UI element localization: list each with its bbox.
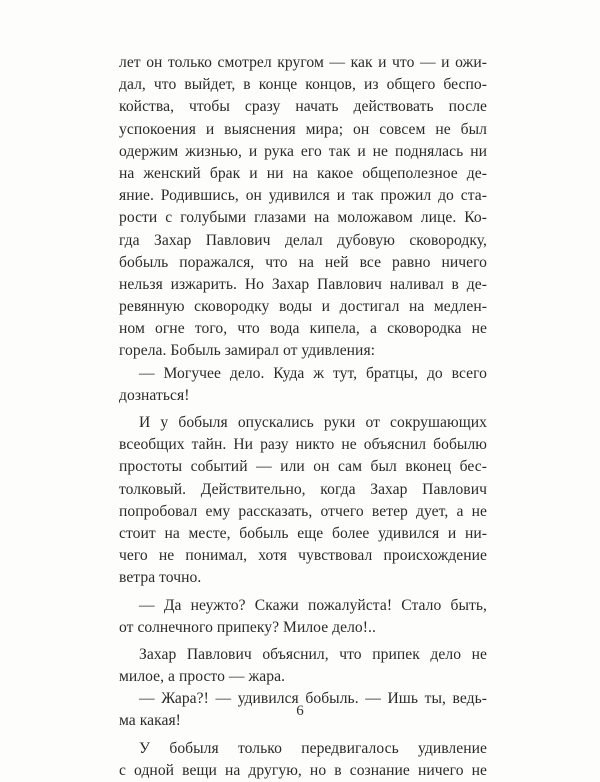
- paragraph: [119, 52, 487, 363]
- text-line: койства, чтобы сразу начать действовать после: [119, 98, 487, 116]
- text-line: лет он только смотрел кругом — как и что — и ожи-: [119, 54, 487, 71]
- text-line: простоты событий — или он сам был вконец бес-: [119, 458, 487, 476]
- text-line: от солнечного припеку? Милое дело!..: [119, 618, 376, 636]
- text-line: рости с голубыми глазами на моложавом лице. Ко-: [119, 209, 487, 227]
- text-line: У бобыля только передвигалось удивление: [139, 739, 487, 757]
- text-line: ма какая!: [119, 712, 181, 730]
- text-line: попробовал ему рассказать, отчего ветер дует, а не: [119, 502, 487, 520]
- paragraph: [119, 738, 487, 782]
- text-line: стоит на месте, бобыль еще более удивился и ни-: [119, 524, 487, 542]
- text-line: — Могучее дело. Куда ж тут, братцы, до всего: [139, 364, 487, 382]
- paragraph: [119, 412, 487, 590]
- text-line: бобыль поражался, что на ней все равно ничего: [119, 253, 487, 271]
- text-line: всеобщих тайн. Ни разу никто не объяснил бобылю: [119, 436, 487, 454]
- paragraph: [119, 595, 487, 639]
- text-line: ветра точно.: [119, 569, 202, 587]
- text-line: дал, что выйдет, в конце концов, из общего беспо-: [119, 76, 487, 94]
- text-line: Захар Павлович объяснил, что припек дело не: [139, 645, 487, 663]
- paragraph: [119, 363, 487, 407]
- page-number: 6: [296, 703, 304, 719]
- text-line: одержим жизнью, и рука его так и не поднялась ни: [119, 142, 487, 160]
- text-line: гда Захар Павлович делал дубовую сковородку,: [119, 231, 487, 249]
- text-line: успокоения и выяснения мира; он совсем не был: [119, 120, 487, 138]
- text-line: ном огне того, что вода кипела, а сковородка не: [119, 320, 487, 338]
- text-line: И у бобыля опускались руки от сокрушающих: [139, 414, 487, 431]
- text-line: с одной вещи на другую, но в сознание ничего не: [119, 761, 487, 779]
- paragraph: [119, 644, 487, 688]
- book-page-text: [119, 52, 487, 782]
- text-line: дознаться!: [119, 386, 190, 404]
- text-line: толковый. Действительно, когда Захар Павлович: [119, 480, 487, 498]
- text-line: ревянную сковородку воды и достигал на медлен-: [119, 298, 487, 316]
- text-line: яние. Родившись, он удивился и так прожил до ста-: [119, 187, 487, 205]
- text-line: на женский брак и ни на какое общеполезное де-: [119, 164, 487, 182]
- text-line: — Жара?! — удивился бобыль. — Ишь ты, ведь-: [139, 690, 487, 708]
- text-line: милое, а просто — жара.: [119, 668, 286, 686]
- text-line: — Да неужто? Скажи пожалуйста! Стало быть,: [139, 596, 487, 614]
- text-line: горела. Бобыль замирал от удивления:: [119, 342, 376, 360]
- text-line: чего не понимал, хотя чувствовал происхождение: [119, 547, 487, 565]
- text-line: нельзя изжарить. Но Захар Павлович наливал в де-: [119, 275, 487, 293]
